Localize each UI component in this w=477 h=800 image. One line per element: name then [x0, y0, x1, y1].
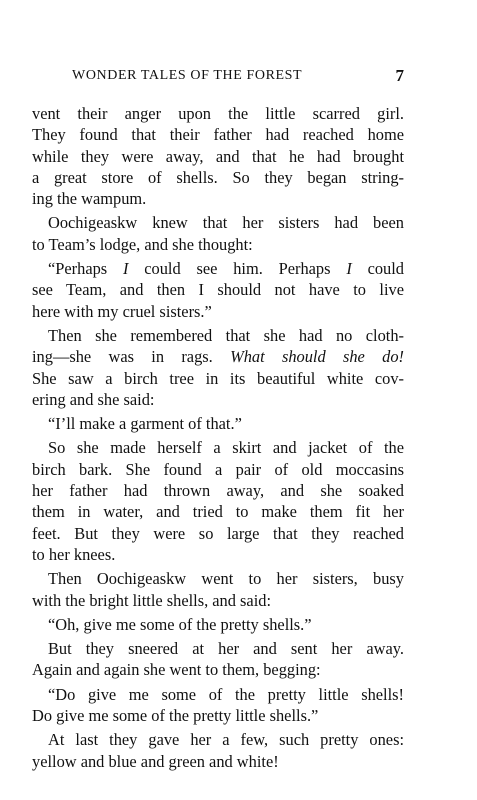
text-line: “I’ll make a garment of that.” — [48, 414, 242, 434]
text-line: here with my cruel sisters.” — [32, 301, 212, 321]
text-line: But they sneered at her and sent her away. — [48, 639, 404, 659]
text-line: while they were away, and that he had brought — [32, 146, 404, 166]
text-line: “Oh, give me some of the pretty shells.” — [48, 614, 312, 634]
text-line: Do give me some of the pretty little shells.” — [32, 706, 319, 726]
text-line: vent their anger upon the little scarred girl. — [32, 104, 404, 123]
text-line: Oochigeaskw knew that her sisters had been — [48, 213, 404, 233]
page-header — [72, 68, 404, 88]
text-line: to Team’s lodge, and she thought: — [32, 234, 253, 254]
text-line: with the bright little shells, and said: — [32, 590, 272, 610]
text-line: ering and she said: — [32, 389, 155, 409]
text-line: ing the wampum. — [32, 189, 147, 209]
body-text — [32, 103, 404, 775]
text-line: Then she remembered that she had no cloth- — [48, 325, 404, 345]
text-line: They found that their father had reached home — [32, 125, 404, 145]
text-line: feet. But they were so large that they reached — [32, 523, 404, 543]
text-line: “Do give me some of the pretty little shells! — [48, 684, 404, 704]
text-line: a great store of shells. So they began string- — [32, 167, 404, 187]
text-line: At last they gave her a few, such pretty ones: — [48, 730, 404, 750]
text-line: birch bark. She found a pair of old moccasins — [32, 459, 404, 479]
text-line: to her knees. — [32, 544, 116, 564]
text-line: see Team, and then I should not have to live — [32, 280, 404, 300]
text-line: She saw a birch tree in its beautiful white cov- — [32, 368, 404, 388]
text-line: Again and again she went to them, begging: — [32, 660, 321, 680]
text-line: yellow and blue and green and white! — [32, 751, 279, 771]
text-line: her father had thrown away, and she soaked — [32, 481, 404, 501]
text-line: So she made herself a skirt and jacket of the — [48, 438, 404, 458]
text-line: Then Oochigeaskw went to her sisters, busy — [48, 569, 404, 589]
running-head: WONDER TALES OF THE FOREST — [72, 68, 303, 83]
text-line: “Perhaps I could see him. Perhaps I could — [48, 259, 405, 279]
text-line: ing—she was in rags. What should she do! — [32, 347, 404, 367]
text-line: them in water, and tried to make them fit her — [32, 502, 404, 522]
page-number: 7 — [395, 66, 404, 85]
